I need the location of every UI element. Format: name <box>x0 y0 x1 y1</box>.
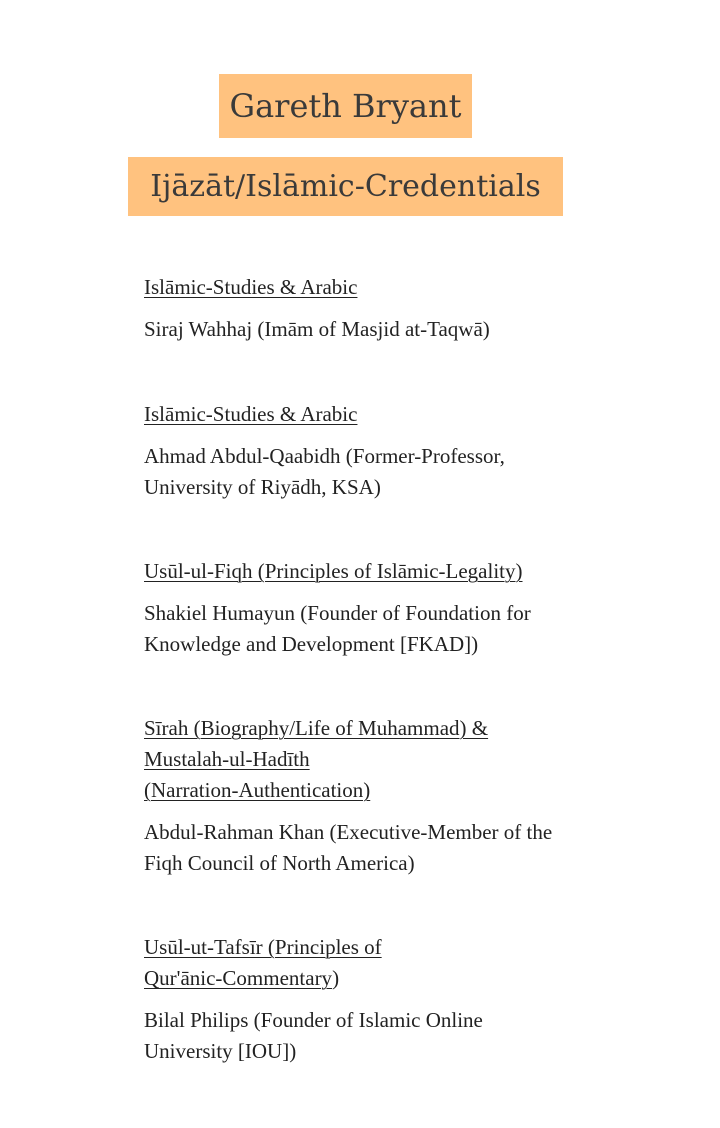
subject-tail: ) <box>332 966 340 990</box>
subject-heading <box>144 713 574 806</box>
credential-entry <box>144 272 574 345</box>
credential-entry <box>144 556 574 660</box>
subject-heading: Islāmic-Studies & Arabic <box>144 402 358 426</box>
subject-line: Qur'ānic-Commentary <box>144 966 333 990</box>
teacher-text: Ahmad Abdul-Qaabidh (Former-Professor, University of Riyādh, KSA) <box>144 444 505 499</box>
subject-heading: Usūl-ul-Fiqh (Principles of Islāmic-Legality) <box>144 559 523 583</box>
subject-line: Usūl-ut-Tafsīr (Principles of <box>144 935 382 959</box>
subject-heading: Islāmic-Studies & Arabic <box>144 275 358 299</box>
teacher-text: Shakiel Humayun (Founder of Foundation for Knowledge and Development [FKAD]) <box>144 601 531 656</box>
credential-entry <box>144 399 574 503</box>
credential-entry <box>144 713 574 879</box>
subject-line: Sīrah (Biography/Life of Muhammad) & <box>144 716 489 740</box>
name-heading: Gareth Bryant <box>219 74 472 138</box>
subject-line: Mustalah-ul-Hadīth <box>144 747 310 771</box>
subject-heading <box>144 932 574 994</box>
teacher-text: Abdul-Rahman Khan (Executive-Member of the Fiqh Council of North America) <box>144 820 553 875</box>
teacher-text: Bilal Philips (Founder of Islamic Online University [IOU]) <box>144 1008 483 1063</box>
credentials-heading: Ijāzāt/Islāmic-Credentials <box>128 157 563 216</box>
subject-line: (Narration-Authentication) <box>144 778 371 802</box>
credential-entry <box>144 932 574 1067</box>
teacher-text: Siraj Wahhaj (Imām of Masjid at-Taqwā) <box>144 317 490 341</box>
